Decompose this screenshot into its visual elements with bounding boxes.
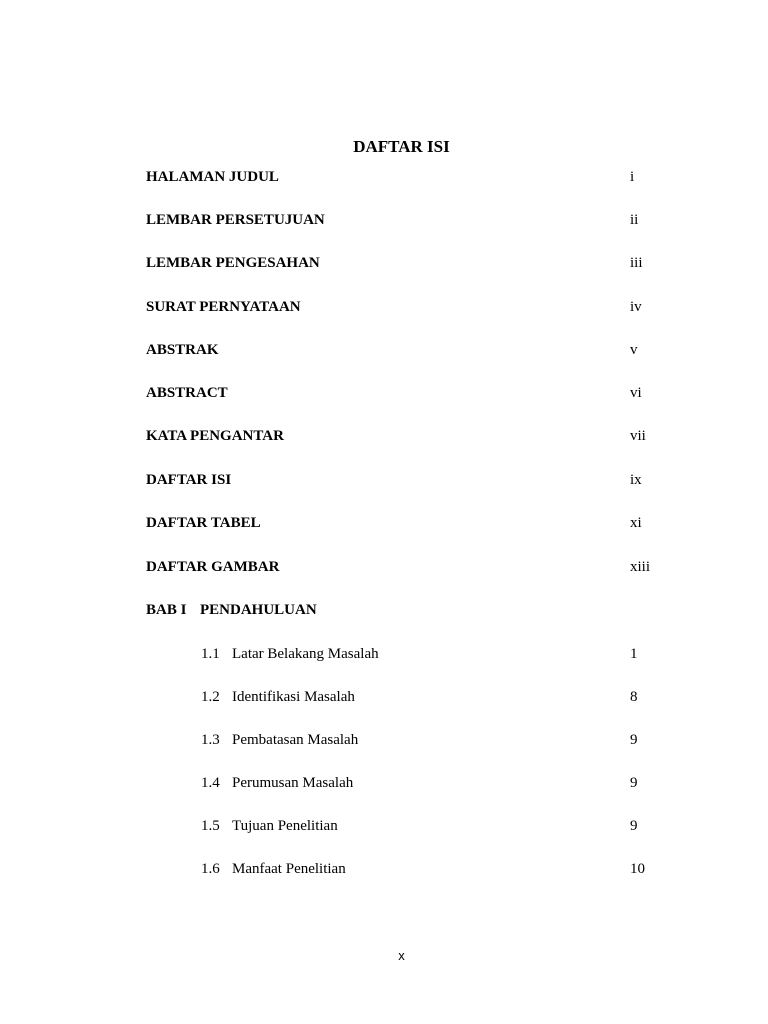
toc-chapter-heading: [0, 600, 768, 620]
toc-entry-label: LEMBAR PENGESAHAN: [146, 255, 320, 271]
toc-section-label: [201, 773, 353, 793]
toc-section-page: 9: [630, 818, 638, 834]
chapter-title: PENDAHULUAN: [200, 602, 317, 618]
toc-entry: [0, 253, 768, 273]
toc-section-page: 8: [630, 689, 638, 705]
toc-section-label: [201, 644, 379, 664]
section-number: 1.3: [201, 732, 220, 748]
toc-entry-label: DAFTAR ISI: [146, 472, 232, 488]
toc-entry-page: xiii: [630, 559, 651, 575]
toc-entry: [0, 470, 768, 490]
toc-entry-label: HALAMAN JUDUL: [146, 169, 279, 185]
section-title: Manfaat Penelitian: [232, 861, 346, 877]
section-number: 1.5: [201, 818, 220, 834]
toc-section: [0, 859, 768, 879]
toc-entry: [0, 340, 768, 360]
section-title: Tujuan Penelitian: [232, 818, 338, 834]
section-title: Pembatasan Masalah: [232, 732, 359, 748]
toc-entry: [0, 426, 768, 446]
chapter-number: BAB I: [146, 602, 187, 618]
toc-section-label: [201, 730, 358, 750]
toc-entry-page: ix: [630, 472, 642, 488]
page-number: x: [398, 948, 405, 963]
toc-entry-page: vii: [630, 428, 646, 444]
toc-entry-label: ABSTRAK: [146, 342, 219, 358]
toc-entry-label: ABSTRACT: [146, 385, 228, 401]
toc-section-label: [201, 687, 355, 707]
toc-section: [0, 687, 768, 707]
toc-section: [0, 644, 768, 664]
toc-entry: [0, 383, 768, 403]
toc-entry-page: i: [630, 169, 635, 185]
toc-entry: [0, 297, 768, 317]
section-number: 1.6: [201, 861, 220, 877]
section-title: Perumusan Masalah: [232, 775, 354, 791]
section-title: Identifikasi Masalah: [232, 689, 355, 705]
chapter-heading: [146, 600, 317, 620]
toc-entry-page: ii: [630, 212, 639, 228]
toc-section-page: 1: [630, 646, 638, 662]
section-number: 1.4: [201, 775, 220, 791]
toc-entry-page: v: [630, 342, 638, 358]
toc-entry-label: LEMBAR PERSETUJUAN: [146, 212, 325, 228]
toc-section-page: 9: [630, 775, 638, 791]
toc-section-label: [201, 816, 338, 836]
section-number: 1.1: [201, 646, 220, 662]
toc-entry: [0, 513, 768, 533]
toc-entry-label: SURAT PERNYATAAN: [146, 299, 301, 315]
toc-entry-page: iv: [630, 299, 642, 315]
toc-entry-page: vi: [630, 385, 642, 401]
toc-entry-label: DAFTAR GAMBAR: [146, 559, 280, 575]
toc-entry-label: KATA PENGANTAR: [146, 428, 284, 444]
section-number: 1.2: [201, 689, 220, 705]
toc-section: [0, 773, 768, 793]
toc-section-page: 10: [630, 861, 645, 877]
toc-section-label: [201, 859, 346, 879]
section-title: Latar Belakang Masalah: [232, 646, 379, 662]
toc-entry-label: DAFTAR TABEL: [146, 515, 261, 531]
toc-section: [0, 816, 768, 836]
toc-section-page: 9: [630, 732, 638, 748]
toc-entry-page: xi: [630, 515, 642, 531]
toc-section: [0, 730, 768, 750]
toc-entry-page: iii: [630, 255, 643, 271]
toc-entry: [0, 167, 768, 187]
page-title: DAFTAR ISI: [353, 137, 450, 156]
toc-entry: [0, 557, 768, 577]
toc-entry: [0, 210, 768, 230]
